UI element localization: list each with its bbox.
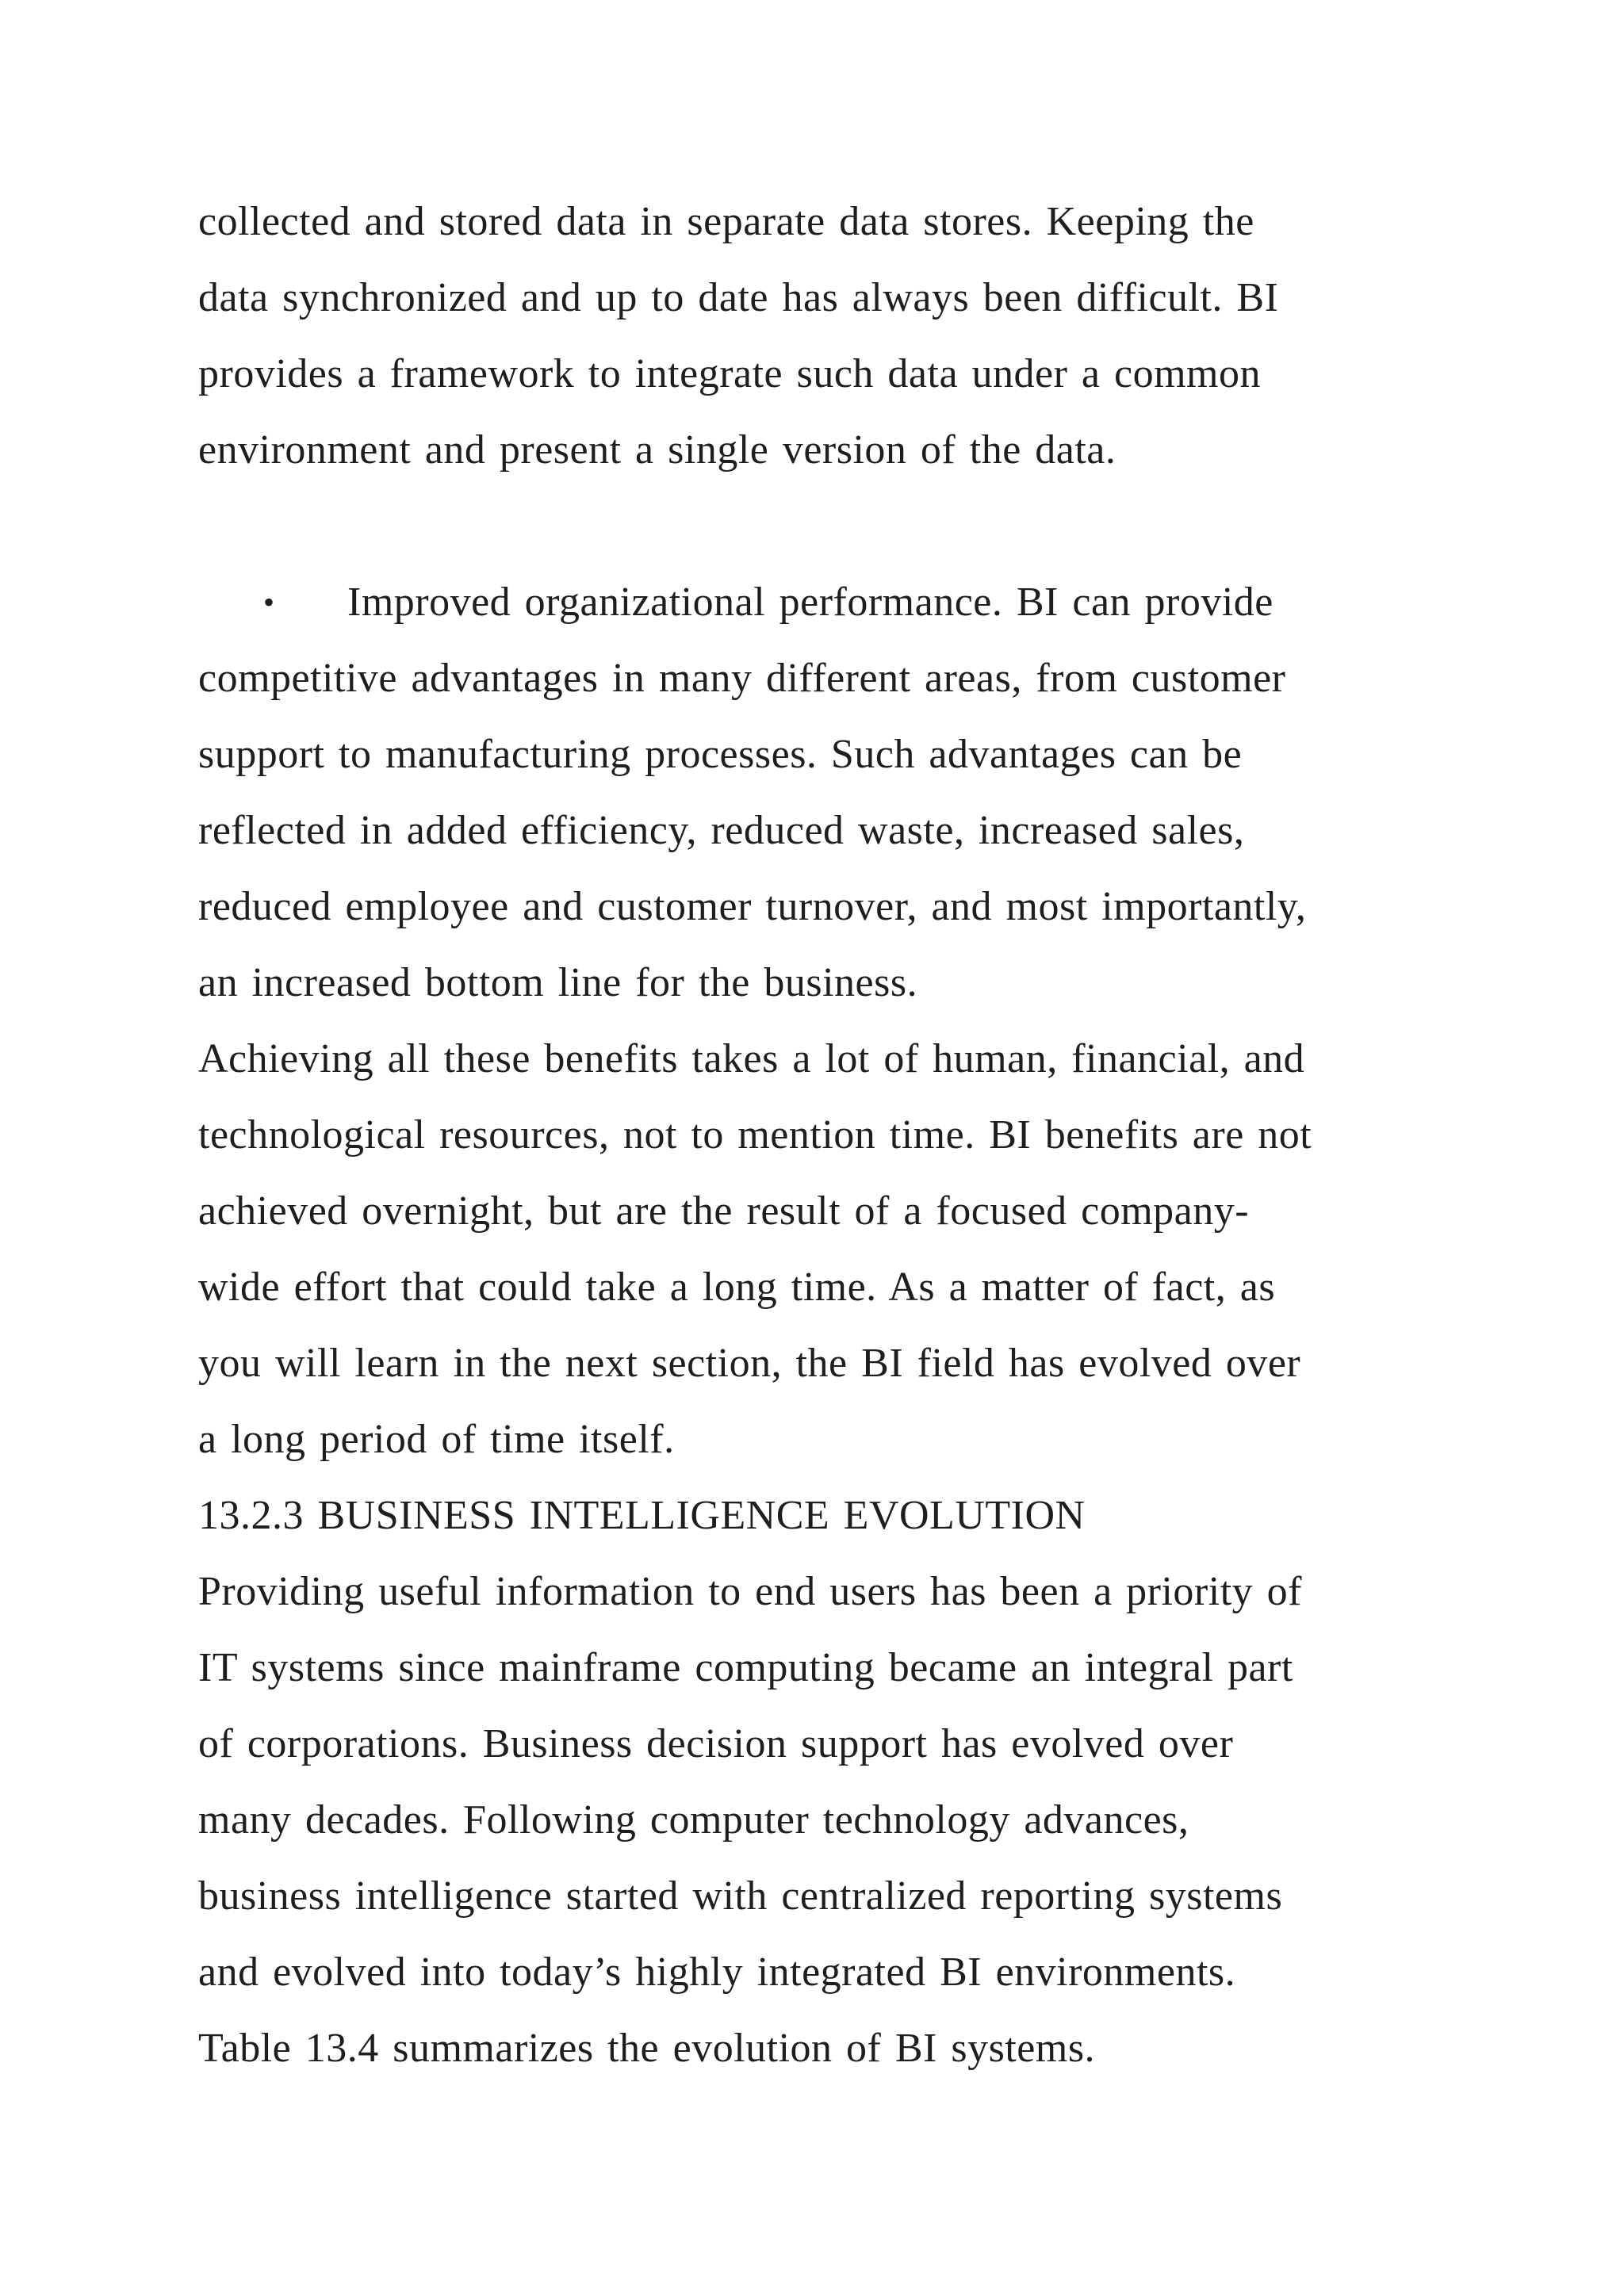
paragraph-evolution-line: Providing useful information to end users has been a priority of bbox=[198, 1569, 1302, 1614]
bullet-marker: • bbox=[263, 584, 275, 620]
paragraph-benefits-line: a long period of time itself. bbox=[198, 1417, 675, 1462]
bullet-item-line: competitive advantages in many different areas, from customer bbox=[198, 656, 1286, 701]
paragraph-evolution-line: IT systems since mainframe computing became an integral part bbox=[198, 1645, 1293, 1690]
bullet-item-line: an increased bottom line for the business. bbox=[198, 960, 918, 1005]
paragraph-evolution-line: and evolved into today’s highly integrated BI environments. bbox=[198, 1950, 1236, 1995]
paragraph-intro-line: environment and present a single version of the data. bbox=[198, 427, 1116, 473]
bullet-item-line: reduced employee and customer turnover, and most importantly, bbox=[198, 884, 1307, 929]
paragraph-benefits-line: technological resources, not to mention time. BI benefits are not bbox=[198, 1112, 1312, 1158]
paragraph-evolution-line: Table 13.4 summarizes the evolution of BI systems. bbox=[198, 2026, 1096, 2071]
paragraph-intro-line: provides a framework to integrate such data under a common bbox=[198, 351, 1261, 396]
bullet-item-line: reflected in added efficiency, reduced waste, increased sales, bbox=[198, 808, 1245, 853]
bullet-item-text: Improved organizational performance. BI can provide bbox=[347, 580, 1274, 625]
paragraph-benefits-line: achieved overnight, but are the result of a focused company- bbox=[198, 1188, 1250, 1234]
paragraph-benefits-line: wide effort that could take a long time. As a matter of fact, as bbox=[198, 1265, 1276, 1310]
bullet-item-line: support to manufacturing processes. Such advantages can be bbox=[198, 732, 1243, 777]
paragraph-intro-line: collected and stored data in separate data stores. Keeping the bbox=[198, 199, 1254, 244]
paragraph-benefits-line: you will learn in the next section, the BI field has evolved over bbox=[198, 1341, 1301, 1386]
section-heading: 13.2.3 BUSINESS INTELLIGENCE EVOLUTION bbox=[198, 1493, 1086, 1538]
paragraph-evolution-line: of corporations. Business decision support has evolved over bbox=[198, 1721, 1234, 1766]
paragraph-intro-line: data synchronized and up to date has always been difficult. BI bbox=[198, 275, 1279, 320]
paragraph-evolution-line: business intelligence started with centralized reporting systems bbox=[198, 1873, 1283, 1919]
paragraph-evolution-line: many decades. Following computer technology advances, bbox=[198, 1797, 1189, 1843]
paragraph-benefits-line: Achieving all these benefits takes a lot of human, financial, and bbox=[198, 1036, 1305, 1081]
